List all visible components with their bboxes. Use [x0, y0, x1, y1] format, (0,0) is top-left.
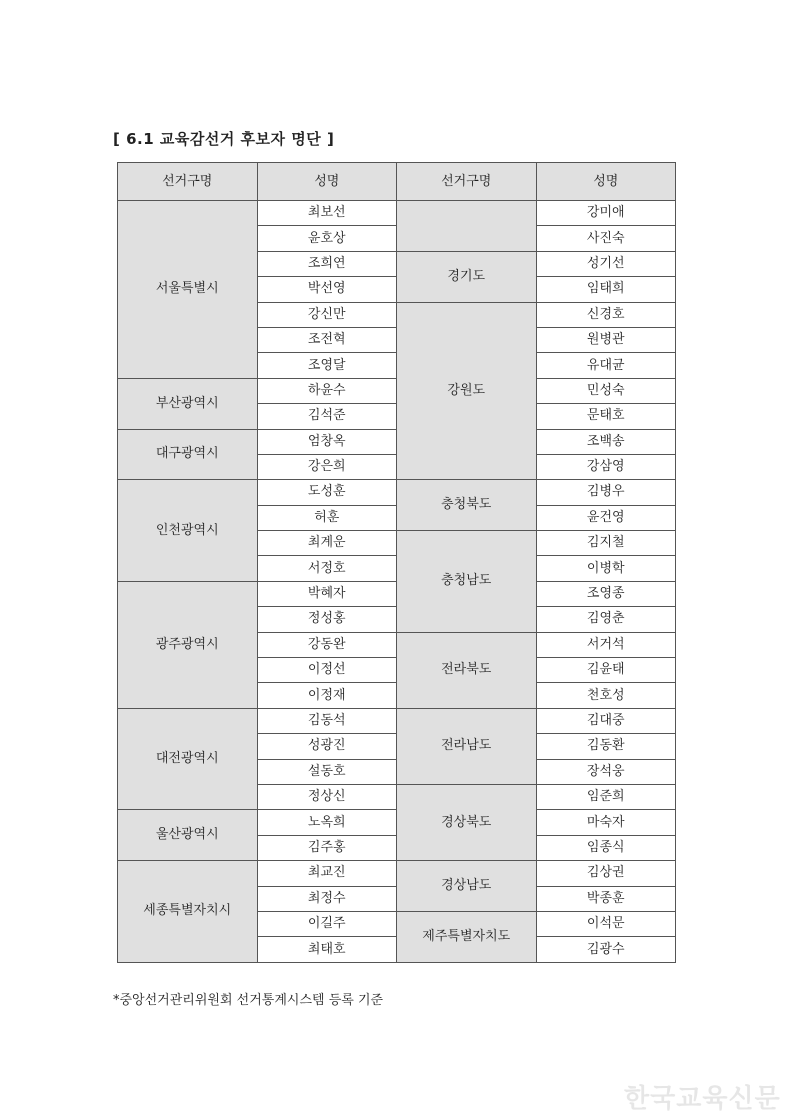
candidate-name-right: 김병우 [536, 480, 676, 505]
candidate-name-right: 임종식 [536, 835, 676, 860]
candidate-name-right: 천호성 [536, 683, 676, 708]
candidate-name-right: 김지철 [536, 531, 676, 556]
candidate-name-left: 조영달 [257, 353, 397, 378]
candidate-name-left: 김동석 [257, 708, 397, 733]
district-cell-left: 대전광역시 [118, 708, 258, 810]
candidate-name-left: 박선영 [257, 277, 397, 302]
candidate-name-left: 박혜자 [257, 581, 397, 606]
candidate-name-left: 김석준 [257, 404, 397, 429]
candidate-name-left: 강은희 [257, 454, 397, 479]
district-cell-right: 경상남도 [397, 861, 537, 912]
candidate-name-right: 유대균 [536, 353, 676, 378]
candidate-name-right: 이병학 [536, 556, 676, 581]
candidate-name-right: 이석문 [536, 911, 676, 936]
candidate-table [117, 162, 676, 963]
candidate-name-left: 강동완 [257, 632, 397, 657]
district-cell-right: 전라북도 [397, 632, 537, 708]
candidate-name-left: 허훈 [257, 505, 397, 530]
candidate-name-left: 성광진 [257, 734, 397, 759]
candidate-name-right: 마숙자 [536, 810, 676, 835]
candidate-name-right: 윤건영 [536, 505, 676, 530]
candidate-name-left: 서정호 [257, 556, 397, 581]
candidate-name-left: 윤호상 [257, 226, 397, 251]
district-cell-left: 부산광역시 [118, 378, 258, 429]
candidate-name-right: 김윤태 [536, 658, 676, 683]
candidate-name-left: 이길주 [257, 911, 397, 936]
candidate-name-right: 조영종 [536, 581, 676, 606]
table-row [118, 861, 676, 886]
candidate-name-right: 사진숙 [536, 226, 676, 251]
candidate-name-right: 민성숙 [536, 378, 676, 403]
candidate-name-right: 임준희 [536, 784, 676, 809]
candidate-name-right: 조백송 [536, 429, 676, 454]
candidate-name-left: 강신만 [257, 302, 397, 327]
candidate-name-right: 서거석 [536, 632, 676, 657]
district-cell-right: 충청남도 [397, 531, 537, 633]
district-cell-right [397, 201, 537, 252]
header-name-left: 성명 [257, 163, 397, 201]
district-cell-right: 강원도 [397, 302, 537, 480]
table-row [118, 480, 676, 505]
district-cell-left: 광주광역시 [118, 581, 258, 708]
candidate-name-right: 강삼영 [536, 454, 676, 479]
candidate-name-left: 최계운 [257, 531, 397, 556]
page-title: [ 6.1 교육감선거 후보자 명단 ] [113, 130, 335, 148]
district-cell-right: 경기도 [397, 251, 537, 302]
candidate-name-right: 임태희 [536, 277, 676, 302]
candidate-name-left: 설동호 [257, 759, 397, 784]
district-cell-left: 대구광역시 [118, 429, 258, 480]
table-body [118, 201, 676, 963]
candidate-name-left: 하윤수 [257, 378, 397, 403]
candidate-name-left: 조전혁 [257, 327, 397, 352]
watermark-logo: 한국교육신문 [624, 1084, 781, 1114]
header-name-right: 성명 [536, 163, 676, 201]
district-cell-left: 서울특별시 [118, 201, 258, 379]
district-cell-right: 제주특별자치도 [397, 911, 537, 962]
candidate-name-right: 김상권 [536, 861, 676, 886]
candidate-name-left: 최교진 [257, 861, 397, 886]
candidate-name-right: 강미애 [536, 201, 676, 226]
candidate-name-left: 이정선 [257, 658, 397, 683]
candidate-name-left: 도성훈 [257, 480, 397, 505]
district-cell-right: 전라남도 [397, 708, 537, 784]
candidate-name-left: 조희연 [257, 251, 397, 276]
candidate-name-right: 신경호 [536, 302, 676, 327]
candidate-name-left: 최보선 [257, 201, 397, 226]
candidate-name-left: 최정수 [257, 886, 397, 911]
table-row [118, 708, 676, 733]
header-district-right: 선거구명 [397, 163, 537, 201]
district-cell-left: 인천광역시 [118, 480, 258, 582]
district-cell-right: 경상북도 [397, 784, 537, 860]
table-header-row [118, 163, 676, 201]
district-cell-left: 세종특별자치시 [118, 861, 258, 963]
candidate-name-left: 정성홍 [257, 607, 397, 632]
header-district-left: 선거구명 [118, 163, 258, 201]
candidate-name-right: 김동환 [536, 734, 676, 759]
table-row [118, 201, 676, 226]
candidate-name-right: 김대중 [536, 708, 676, 733]
candidate-name-right: 원병관 [536, 327, 676, 352]
candidate-name-left: 정상신 [257, 784, 397, 809]
candidate-name-right: 김영춘 [536, 607, 676, 632]
candidate-name-right: 김광수 [536, 937, 676, 962]
candidate-name-left: 노옥희 [257, 810, 397, 835]
candidate-name-right: 박종훈 [536, 886, 676, 911]
district-cell-right: 충청북도 [397, 480, 537, 531]
footnote: *중앙선거관리위원회 선거통계시스템 등록 기준 [113, 993, 384, 1008]
candidate-name-right: 성기선 [536, 251, 676, 276]
candidate-name-right: 문태호 [536, 404, 676, 429]
candidate-name-left: 이정재 [257, 683, 397, 708]
candidate-name-right: 장석웅 [536, 759, 676, 784]
candidate-name-left: 최태호 [257, 937, 397, 962]
district-cell-left: 울산광역시 [118, 810, 258, 861]
candidate-name-left: 엄창옥 [257, 429, 397, 454]
candidate-name-left: 김주홍 [257, 835, 397, 860]
